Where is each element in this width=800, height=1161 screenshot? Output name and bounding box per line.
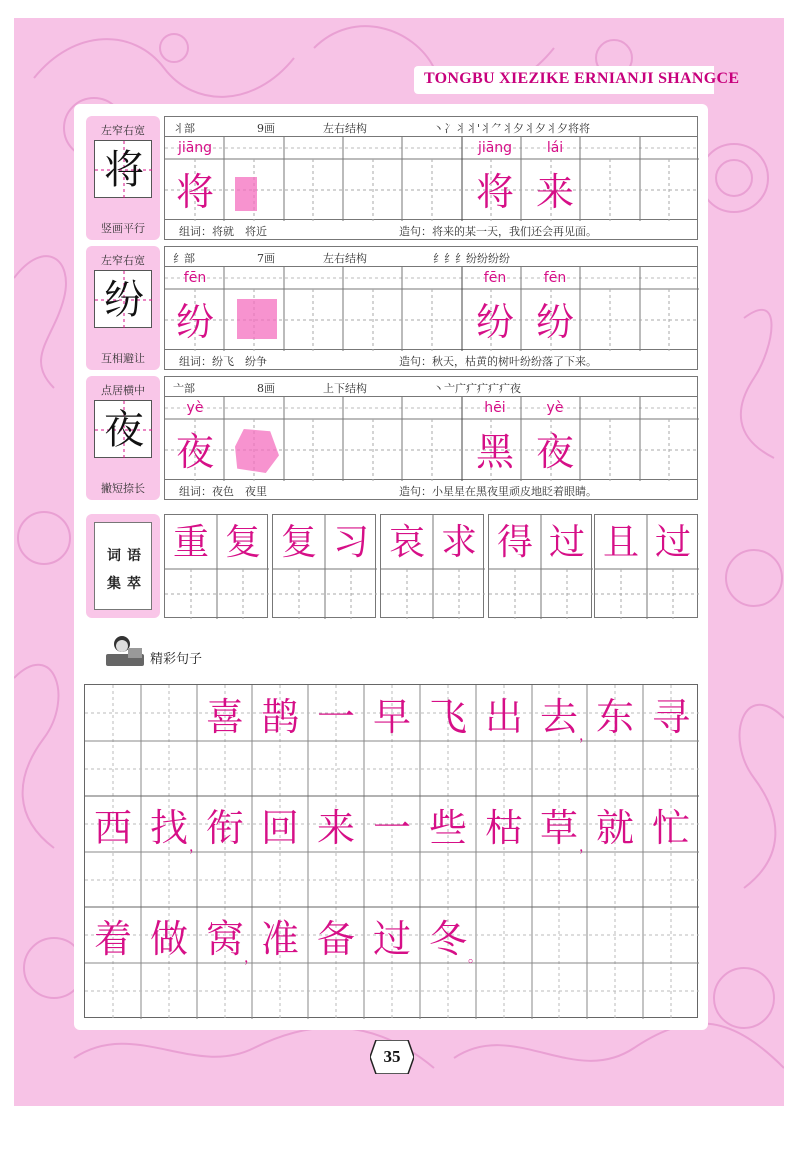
example-char: 纷 — [535, 300, 574, 344]
vocabulary-char: 求 — [440, 522, 477, 563]
sentence-char: 备 — [316, 917, 355, 961]
sentence-char: 窝 — [205, 917, 244, 961]
sentence-char: 飞 — [428, 695, 467, 739]
header-title: TONGBU XIEZIKE ERNIANJI SHANGCE — [424, 70, 740, 87]
example-char: 将 — [475, 170, 514, 214]
tip-bottom: 竖画平行 — [101, 222, 145, 235]
practice-grid — [164, 136, 698, 220]
words-row — [164, 480, 698, 500]
sentence-punctuation: ， — [244, 950, 258, 966]
stroke-order: 纟纟纟纷纷纷纷 — [433, 252, 510, 265]
example-sentence: 造句：秋天，枯黄的树叶纷纷落了下来。 — [399, 355, 597, 368]
tip-bottom: 互相避让 — [101, 352, 145, 365]
vocabulary-word — [272, 514, 376, 618]
vocabulary-char: 过 — [654, 522, 691, 563]
sentence-header — [104, 634, 203, 668]
sentence-punctuation: ， — [579, 839, 593, 855]
sentence-char: 着 — [93, 917, 132, 961]
big-char: 夜 — [104, 407, 144, 453]
sentence-char: 就 — [595, 806, 634, 850]
char-card — [86, 116, 160, 240]
radical: 亠部 — [173, 382, 195, 395]
example-sentence: 造句：将来的某一天，我们还会再见面。 — [399, 225, 597, 238]
practice-char: 纷 — [175, 300, 214, 344]
sentence-char: 准 — [260, 917, 299, 961]
sentence-char: 草 — [539, 806, 578, 850]
example-sentence: 造句：小星星在黑夜里顽皮地眨着眼睛。 — [399, 485, 597, 498]
vocabulary-char: 复 — [224, 522, 261, 563]
sentence-char: 去 — [539, 695, 578, 739]
stroke-count: 7画 — [257, 252, 275, 265]
sentence-char: 做 — [149, 917, 188, 961]
char-info-row — [164, 116, 698, 136]
sentence-char: 东 — [595, 695, 634, 739]
example-pinyin: yè — [546, 400, 564, 416]
big-char-box — [94, 400, 152, 458]
big-char-box — [94, 270, 152, 328]
word-examples: 组词：夜色 夜里 — [179, 485, 267, 498]
vocabulary-word — [594, 514, 698, 618]
example-char: 纷 — [475, 300, 514, 344]
practice-pinyin: fēn — [183, 270, 207, 286]
sentence-char: 鹊 — [260, 695, 299, 739]
big-char: 纷 — [104, 277, 144, 323]
stroke-order: 丶冫丬丬'丬⺈丬夕丬夕丬夕将将 — [433, 122, 591, 135]
sentence-punctuation: 。 — [468, 950, 482, 966]
vocabulary-word — [164, 514, 268, 618]
sentence-title: 精彩句子 — [150, 652, 203, 667]
page-number-badge — [370, 1040, 414, 1074]
vocabulary-char: 重 — [172, 522, 209, 563]
vocabulary-label-bottom: 集萃 — [107, 576, 147, 592]
char-block-jiang — [86, 116, 698, 240]
char-card — [86, 246, 160, 370]
stroke-order: 丶亠广疒疒疒疒夜 — [433, 382, 521, 395]
words-row — [164, 350, 698, 370]
sentence-char: 冬 — [428, 917, 467, 961]
sentence-punctuation: ， — [189, 839, 203, 855]
tip-top: 点居横中 — [101, 384, 145, 397]
practice-pinyin: jiāng — [177, 140, 213, 156]
practice-grid — [164, 396, 698, 480]
structure: 左右结构 — [323, 122, 367, 135]
vocabulary-char: 习 — [332, 522, 369, 563]
example-pinyin: fēn — [483, 270, 507, 286]
char-card — [86, 376, 160, 500]
page-number: 35 — [383, 1047, 401, 1066]
sentence-char: 一 — [372, 806, 411, 850]
example-pinyin: lái — [546, 140, 564, 156]
structure: 左右结构 — [323, 252, 367, 265]
vocabulary-word — [380, 514, 484, 618]
example-pinyin: fēn — [543, 270, 567, 286]
radical: 纟部 — [173, 252, 195, 265]
sentence-punctuation: ， — [579, 728, 593, 744]
vocabulary-card — [86, 514, 160, 618]
sentence-char: 回 — [260, 806, 299, 850]
trace-stroke — [237, 299, 277, 339]
vocabulary-char: 哀 — [388, 522, 425, 563]
vocabulary-word — [488, 514, 592, 618]
student-icon — [104, 634, 146, 668]
practice-grid — [164, 266, 698, 350]
vocabulary-label-top: 词语 — [107, 548, 147, 564]
sentence-char: 找 — [149, 806, 188, 850]
sentence-char: 来 — [316, 806, 355, 850]
practice-char: 将 — [175, 170, 214, 214]
practice-pinyin: yè — [186, 400, 204, 416]
char-block-fen — [86, 246, 698, 370]
vocabulary-char: 过 — [548, 522, 585, 563]
sentence-char: 喜 — [205, 695, 244, 739]
sentence-grid — [84, 684, 698, 1018]
radical: 丬部 — [173, 122, 195, 135]
stroke-count: 8画 — [257, 382, 275, 395]
char-block-ye — [86, 376, 698, 500]
sentence-char: 衔 — [205, 806, 244, 850]
big-char: 将 — [104, 147, 144, 193]
sentence-char: 枯 — [484, 806, 523, 850]
practice-char: 夜 — [175, 430, 214, 474]
char-info-row — [164, 376, 698, 396]
example-char: 夜 — [535, 430, 574, 474]
vocabulary-label-box — [94, 522, 152, 610]
sentence-char: 出 — [484, 695, 523, 739]
sentence-char: 西 — [93, 806, 132, 850]
tip-top: 左窄右宽 — [101, 254, 145, 267]
words-row — [164, 220, 698, 240]
sentence-char: 过 — [372, 917, 411, 961]
sentence-char: 早 — [372, 695, 411, 739]
tip-top: 左窄右宽 — [101, 124, 145, 137]
sentence-char: 寻 — [651, 695, 690, 739]
word-examples: 组词：将就 将近 — [179, 225, 267, 238]
tip-bottom: 撇短捺长 — [101, 482, 145, 495]
structure: 上下结构 — [323, 382, 367, 395]
big-char-box — [94, 140, 152, 198]
sentence-char: 一 — [316, 695, 355, 739]
example-char: 来 — [535, 170, 574, 214]
vocabulary-char: 复 — [280, 522, 317, 563]
char-info-row — [164, 246, 698, 266]
example-pinyin: jiāng — [477, 140, 513, 156]
stroke-count: 9画 — [257, 122, 275, 135]
example-pinyin: hēi — [484, 400, 506, 416]
vocabulary-char: 且 — [602, 522, 639, 563]
word-examples: 组词：纷飞 纷争 — [179, 355, 267, 368]
sentence-char: 些 — [428, 806, 467, 850]
sentence-char: 忙 — [651, 806, 690, 850]
example-char: 黑 — [475, 430, 514, 474]
trace-stroke — [235, 177, 257, 211]
vocabulary-char: 得 — [496, 522, 533, 563]
